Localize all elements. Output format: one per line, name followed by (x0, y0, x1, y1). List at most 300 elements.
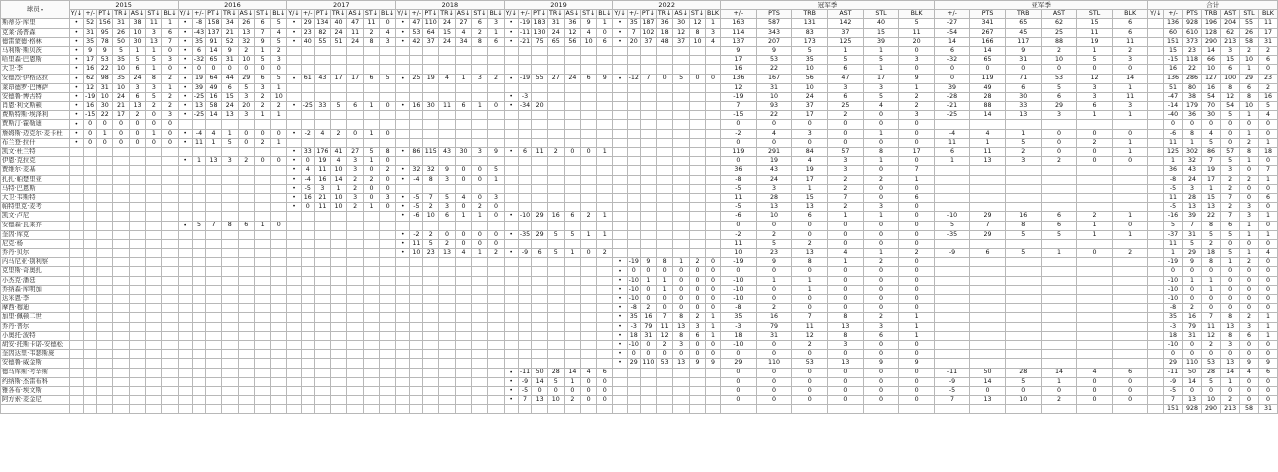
column-header[interactable]: PTS (1183, 10, 1202, 19)
data-cell[interactable] (423, 267, 439, 276)
data-cell[interactable] (548, 193, 565, 202)
data-cell[interactable] (581, 102, 597, 111)
data-cell[interactable] (113, 368, 130, 377)
data-cell[interactable]: 1 (934, 157, 969, 166)
data-cell[interactable] (597, 221, 613, 230)
data-cell[interactable]: 0 (721, 157, 757, 166)
data-cell[interactable] (410, 405, 423, 414)
data-cell[interactable] (206, 285, 222, 294)
data-cell[interactable] (504, 276, 518, 285)
data-cell[interactable] (548, 258, 565, 267)
data-cell[interactable]: 7 (828, 193, 864, 202)
data-cell[interactable] (129, 212, 146, 221)
data-cell[interactable] (255, 350, 271, 359)
data-cell[interactable]: -19 (721, 92, 757, 101)
data-cell[interactable] (396, 377, 410, 386)
data-cell[interactable] (301, 386, 314, 395)
data-cell[interactable]: 0 (1258, 386, 1277, 395)
data-cell[interactable] (238, 258, 255, 267)
data-cell[interactable]: 17 (792, 111, 828, 120)
data-cell[interactable]: 1 (1221, 258, 1240, 267)
data-cell[interactable] (656, 221, 673, 230)
data-cell[interactable] (129, 221, 146, 230)
data-cell[interactable] (581, 405, 597, 414)
data-cell[interactable]: 1 (1240, 249, 1259, 258)
data-cell[interactable]: 373 (1183, 37, 1202, 46)
data-cell[interactable] (314, 92, 330, 101)
data-cell[interactable]: 43 (756, 166, 792, 175)
data-cell[interactable]: • (178, 56, 192, 65)
data-cell[interactable] (640, 129, 656, 138)
data-cell[interactable]: • (178, 129, 192, 138)
data-cell[interactable] (597, 46, 613, 55)
data-cell[interactable]: 5 (863, 92, 899, 101)
data-cell[interactable]: 6 (532, 249, 548, 258)
data-cell[interactable] (1112, 184, 1148, 193)
data-cell[interactable] (548, 175, 565, 184)
data-cell[interactable]: 25 (828, 102, 864, 111)
data-cell[interactable]: 11 (314, 166, 330, 175)
data-cell[interactable]: 5 (146, 56, 162, 65)
data-cell[interactable]: -10 (721, 285, 757, 294)
data-cell[interactable]: 15 (792, 193, 828, 202)
data-cell[interactable] (330, 377, 347, 386)
data-cell[interactable]: 7 (627, 28, 640, 37)
data-cell[interactable] (314, 322, 330, 331)
data-cell[interactable]: 1 (488, 175, 504, 184)
data-cell[interactable]: • (613, 331, 627, 340)
data-cell[interactable] (1005, 359, 1041, 368)
data-cell[interactable]: 36 (564, 19, 581, 28)
data-cell[interactable]: 17 (792, 175, 828, 184)
data-cell[interactable] (581, 359, 597, 368)
data-cell[interactable] (455, 368, 472, 377)
data-cell[interactable] (1041, 285, 1077, 294)
data-cell[interactable] (222, 386, 239, 395)
data-cell[interactable]: 115 (424, 147, 437, 155)
data-cell[interactable] (222, 396, 239, 405)
data-cell[interactable] (178, 386, 192, 395)
data-cell[interactable] (1112, 239, 1148, 248)
data-cell[interactable] (314, 285, 330, 294)
data-cell[interactable]: 8 (1221, 331, 1240, 340)
data-cell[interactable]: 1 (564, 249, 581, 258)
data-cell[interactable]: 1 (1258, 212, 1277, 221)
data-cell[interactable] (162, 249, 178, 258)
total-cell[interactable] (1148, 405, 1164, 414)
data-cell[interactable] (396, 56, 410, 65)
data-cell[interactable] (271, 304, 287, 313)
data-cell[interactable] (455, 83, 472, 92)
data-cell[interactable]: • (396, 175, 410, 184)
data-cell[interactable] (423, 359, 439, 368)
data-cell[interactable]: -4 (934, 129, 969, 138)
data-cell[interactable] (627, 102, 640, 111)
data-cell[interactable] (439, 285, 456, 294)
data-cell[interactable]: 3 (439, 203, 456, 212)
column-header[interactable]: STL (1240, 10, 1259, 19)
data-cell[interactable]: 29 (532, 212, 548, 221)
data-cell[interactable] (518, 331, 531, 340)
data-cell[interactable] (162, 276, 178, 285)
data-cell[interactable]: 47 (410, 19, 423, 28)
data-cell[interactable] (363, 386, 379, 395)
data-cell[interactable] (222, 148, 239, 157)
data-cell[interactable] (222, 212, 239, 221)
data-cell[interactable]: 2 (1005, 148, 1041, 157)
data-cell[interactable] (129, 184, 146, 193)
data-cell[interactable] (271, 148, 287, 157)
data-cell[interactable] (1148, 239, 1164, 248)
data-cell[interactable]: 9 (97, 46, 113, 55)
data-cell[interactable] (706, 368, 721, 377)
data-cell[interactable] (706, 65, 721, 74)
data-cell[interactable] (410, 350, 423, 359)
data-cell[interactable] (363, 331, 379, 340)
data-cell[interactable]: 0 (597, 386, 613, 395)
data-cell[interactable] (1148, 175, 1164, 184)
data-cell[interactable]: 44 (222, 74, 239, 83)
data-cell[interactable]: 1 (1077, 46, 1113, 55)
data-cell[interactable]: 13 (828, 359, 864, 368)
data-cell[interactable] (532, 322, 548, 331)
data-cell[interactable]: 0 (255, 129, 271, 138)
data-cell[interactable] (597, 405, 613, 414)
data-cell[interactable] (423, 129, 439, 138)
data-cell[interactable] (548, 340, 565, 349)
data-cell[interactable] (706, 111, 721, 120)
data-cell[interactable] (548, 313, 565, 322)
data-cell[interactable]: 0 (129, 129, 146, 138)
data-cell[interactable] (532, 56, 548, 65)
data-cell[interactable]: 6 (1077, 102, 1113, 111)
data-cell[interactable] (581, 83, 597, 92)
data-cell[interactable] (423, 304, 439, 313)
data-cell[interactable]: 0 (581, 377, 597, 386)
data-cell[interactable]: 1 (1112, 83, 1148, 92)
data-cell[interactable]: 2 (347, 175, 364, 184)
data-cell[interactable] (613, 377, 627, 386)
data-cell[interactable] (396, 368, 410, 377)
data-cell[interactable]: 45 (1005, 28, 1041, 37)
data-cell[interactable] (1077, 166, 1113, 175)
data-cell[interactable] (69, 212, 83, 221)
data-cell[interactable]: 8 (1183, 129, 1202, 138)
data-cell[interactable]: 3 (863, 83, 899, 92)
data-cell[interactable]: 40 (863, 19, 899, 28)
data-cell[interactable]: 1 (792, 184, 828, 193)
data-cell[interactable]: 6 (129, 92, 146, 101)
data-cell[interactable] (1148, 368, 1164, 377)
data-cell[interactable]: 2 (1041, 396, 1077, 405)
data-cell[interactable]: 3 (271, 56, 287, 65)
data-cell[interactable]: 28 (756, 193, 792, 202)
data-cell[interactable]: 1 (1112, 138, 1148, 147)
data-cell[interactable]: 0 (673, 267, 690, 276)
data-cell[interactable] (548, 295, 565, 304)
data-cell[interactable]: 1 (1240, 111, 1259, 120)
data-cell[interactable]: • (69, 74, 83, 83)
data-cell[interactable] (423, 276, 439, 285)
data-cell[interactable]: 110 (642, 359, 655, 367)
data-cell[interactable]: 2 (1221, 184, 1240, 193)
data-cell[interactable]: 3 (129, 83, 146, 92)
data-cell[interactable] (222, 340, 239, 349)
data-cell[interactable]: 0 (792, 230, 828, 239)
player-name-cell[interactable]: 雅各布·埃文斯 (1, 386, 70, 395)
data-cell[interactable] (1148, 331, 1164, 340)
data-cell[interactable]: • (504, 386, 518, 395)
data-cell[interactable]: 10 (1240, 102, 1259, 111)
data-cell[interactable]: 0 (455, 203, 472, 212)
data-cell[interactable] (363, 322, 379, 331)
data-cell[interactable] (206, 166, 222, 175)
data-cell[interactable] (439, 276, 456, 285)
data-cell[interactable]: 0 (899, 184, 935, 193)
data-cell[interactable]: 3 (1077, 83, 1113, 92)
data-cell[interactable]: 0 (863, 267, 899, 276)
data-cell[interactable] (330, 92, 347, 101)
data-cell[interactable]: 10 (1005, 396, 1041, 405)
column-header[interactable]: BLK (1258, 10, 1277, 19)
data-cell[interactable]: 16 (640, 313, 656, 322)
data-cell[interactable] (532, 221, 548, 230)
data-cell[interactable] (532, 304, 548, 313)
player-name-cell[interactable]: 德雷蒙德·格林 (1, 37, 70, 46)
data-cell[interactable]: 11 (532, 148, 548, 157)
data-cell[interactable] (113, 396, 130, 405)
data-cell[interactable]: • (396, 230, 410, 239)
data-cell[interactable] (488, 138, 504, 147)
data-cell[interactable] (613, 203, 627, 212)
data-cell[interactable]: 0 (828, 396, 864, 405)
data-cell[interactable]: 28 (548, 368, 565, 377)
data-cell[interactable] (439, 65, 456, 74)
data-cell[interactable] (301, 350, 314, 359)
data-cell[interactable] (238, 249, 255, 258)
data-cell[interactable]: 0 (581, 148, 597, 157)
data-cell[interactable]: 1 (756, 276, 792, 285)
data-cell[interactable] (330, 295, 347, 304)
data-cell[interactable]: 53 (1041, 74, 1077, 83)
data-cell[interactable]: 13 (970, 396, 1006, 405)
data-cell[interactable] (548, 102, 565, 111)
column-header[interactable]: +/- (721, 10, 757, 19)
data-cell[interactable]: 24 (113, 92, 130, 101)
data-cell[interactable] (1005, 304, 1041, 313)
data-cell[interactable] (178, 258, 192, 267)
data-cell[interactable] (1148, 157, 1164, 166)
data-cell[interactable]: -4 (301, 175, 314, 184)
data-cell[interactable] (287, 340, 301, 349)
data-cell[interactable] (488, 304, 504, 313)
data-cell[interactable] (597, 175, 613, 184)
data-cell[interactable] (287, 267, 301, 276)
column-header[interactable]: AST (1221, 10, 1240, 19)
data-cell[interactable]: 110 (424, 19, 437, 27)
data-cell[interactable] (439, 313, 456, 322)
data-cell[interactable]: 0 (899, 295, 935, 304)
data-cell[interactable] (129, 175, 146, 184)
data-cell[interactable]: 0 (863, 166, 899, 175)
data-cell[interactable]: 0 (656, 304, 673, 313)
data-cell[interactable] (627, 46, 640, 55)
data-cell[interactable]: 56 (564, 37, 581, 46)
data-cell[interactable] (380, 83, 396, 92)
data-cell[interactable] (255, 313, 271, 322)
data-cell[interactable] (255, 285, 271, 294)
data-cell[interactable] (439, 120, 456, 129)
data-cell[interactable] (314, 331, 330, 340)
data-cell[interactable] (396, 65, 410, 74)
data-cell[interactable] (97, 368, 113, 377)
data-cell[interactable]: 0 (1258, 267, 1277, 276)
data-cell[interactable]: 30 (97, 102, 113, 111)
data-cell[interactable]: 0 (1258, 285, 1277, 294)
data-cell[interactable]: 3 (1041, 111, 1077, 120)
data-cell[interactable]: 0 (1202, 350, 1221, 359)
data-cell[interactable]: 0 (828, 138, 864, 147)
player-name-cell[interactable]: 大卫·李 (1, 65, 70, 74)
data-cell[interactable] (488, 267, 504, 276)
data-cell[interactable] (238, 230, 255, 239)
data-cell[interactable] (301, 249, 314, 258)
data-cell[interactable] (271, 120, 287, 129)
data-cell[interactable]: -19 (85, 92, 96, 100)
data-cell[interactable] (146, 148, 162, 157)
data-cell[interactable]: -8 (192, 19, 205, 28)
data-cell[interactable] (363, 230, 379, 239)
data-cell[interactable] (129, 157, 146, 166)
data-cell[interactable] (238, 175, 255, 184)
data-cell[interactable]: • (396, 37, 410, 46)
data-cell[interactable] (192, 377, 205, 386)
data-cell[interactable]: 0 (828, 304, 864, 313)
player-name-cell[interactable]: 安德森·瓦莱乔 (1, 221, 70, 230)
data-cell[interactable]: 13 (673, 322, 690, 331)
data-cell[interactable] (396, 322, 410, 331)
data-cell[interactable] (689, 239, 705, 248)
data-cell[interactable]: -2 (721, 230, 757, 239)
data-cell[interactable] (504, 267, 518, 276)
data-cell[interactable]: 10 (689, 37, 705, 46)
data-cell[interactable] (970, 203, 1006, 212)
data-cell[interactable]: 0 (792, 350, 828, 359)
data-cell[interactable]: 5 (1221, 157, 1240, 166)
data-cell[interactable]: 2 (828, 111, 864, 120)
data-cell[interactable]: 1 (206, 138, 222, 147)
data-cell[interactable]: 0 (363, 184, 379, 193)
data-cell[interactable]: 9 (689, 359, 705, 368)
data-cell[interactable]: -35 (519, 230, 531, 238)
data-cell[interactable] (706, 129, 721, 138)
data-cell[interactable] (238, 331, 255, 340)
data-cell[interactable] (472, 46, 488, 55)
data-cell[interactable]: 6 (597, 368, 613, 377)
data-cell[interactable] (146, 285, 162, 294)
data-cell[interactable]: 2 (1258, 83, 1277, 92)
data-cell[interactable] (84, 350, 97, 359)
data-cell[interactable] (689, 368, 705, 377)
data-cell[interactable] (396, 46, 410, 55)
data-cell[interactable] (597, 276, 613, 285)
data-cell[interactable] (178, 193, 192, 202)
data-cell[interactable] (192, 285, 205, 294)
player-name-cell[interactable] (1, 405, 70, 414)
data-cell[interactable] (532, 340, 548, 349)
data-cell[interactable]: 0 (792, 386, 828, 395)
data-cell[interactable] (113, 350, 130, 359)
data-cell[interactable] (271, 184, 287, 193)
data-cell[interactable] (613, 386, 627, 395)
column-header[interactable]: TR↓ (331, 10, 346, 18)
data-cell[interactable] (439, 184, 456, 193)
data-cell[interactable] (1041, 239, 1077, 248)
data-cell[interactable] (192, 313, 205, 322)
data-cell[interactable]: 8 (1202, 258, 1221, 267)
data-cell[interactable]: 0 (1240, 377, 1259, 386)
data-cell[interactable]: 1 (455, 74, 472, 83)
data-cell[interactable] (222, 322, 239, 331)
data-cell[interactable]: 16 (410, 102, 423, 111)
data-cell[interactable] (380, 304, 396, 313)
data-cell[interactable] (613, 46, 627, 55)
data-cell[interactable]: 0 (380, 157, 396, 166)
data-cell[interactable] (162, 157, 178, 166)
data-cell[interactable]: 0 (756, 368, 792, 377)
data-cell[interactable]: 5 (1005, 138, 1041, 147)
data-cell[interactable] (673, 230, 690, 239)
data-cell[interactable]: -14 (1164, 102, 1183, 111)
data-cell[interactable] (706, 120, 721, 129)
data-cell[interactable] (581, 313, 597, 322)
data-cell[interactable] (84, 267, 97, 276)
data-cell[interactable]: 1 (192, 157, 205, 166)
data-cell[interactable] (314, 386, 330, 395)
data-cell[interactable]: 10 (792, 83, 828, 92)
data-cell[interactable] (518, 193, 531, 202)
column-header[interactable]: BL↓ (381, 10, 395, 18)
data-cell[interactable]: 134 (316, 19, 329, 27)
data-cell[interactable]: 19 (792, 166, 828, 175)
data-cell[interactable] (271, 295, 287, 304)
data-cell[interactable] (84, 276, 97, 285)
data-cell[interactable] (410, 396, 423, 405)
data-cell[interactable]: 3 (146, 28, 162, 37)
data-cell[interactable]: • (613, 350, 627, 359)
total-cell[interactable]: 31 (1258, 405, 1277, 414)
data-cell[interactable]: 0 (1240, 267, 1259, 276)
data-cell[interactable]: 0 (597, 377, 613, 386)
data-cell[interactable]: 19 (756, 157, 792, 166)
data-cell[interactable] (84, 148, 97, 157)
data-cell[interactable] (347, 368, 364, 377)
data-cell[interactable]: 35 (84, 37, 97, 46)
data-cell[interactable]: 0 (1258, 276, 1277, 285)
data-cell[interactable]: 0 (1077, 386, 1113, 395)
data-cell[interactable] (597, 304, 613, 313)
data-cell[interactable] (206, 239, 222, 248)
data-cell[interactable] (640, 148, 656, 157)
data-cell[interactable]: -4 (192, 129, 205, 138)
data-cell[interactable] (287, 331, 301, 340)
data-cell[interactable] (396, 267, 410, 276)
data-cell[interactable] (706, 56, 721, 65)
data-cell[interactable] (363, 221, 379, 230)
data-cell[interactable] (488, 285, 504, 294)
data-cell[interactable]: • (287, 203, 301, 212)
data-cell[interactable]: 29 (721, 359, 757, 368)
